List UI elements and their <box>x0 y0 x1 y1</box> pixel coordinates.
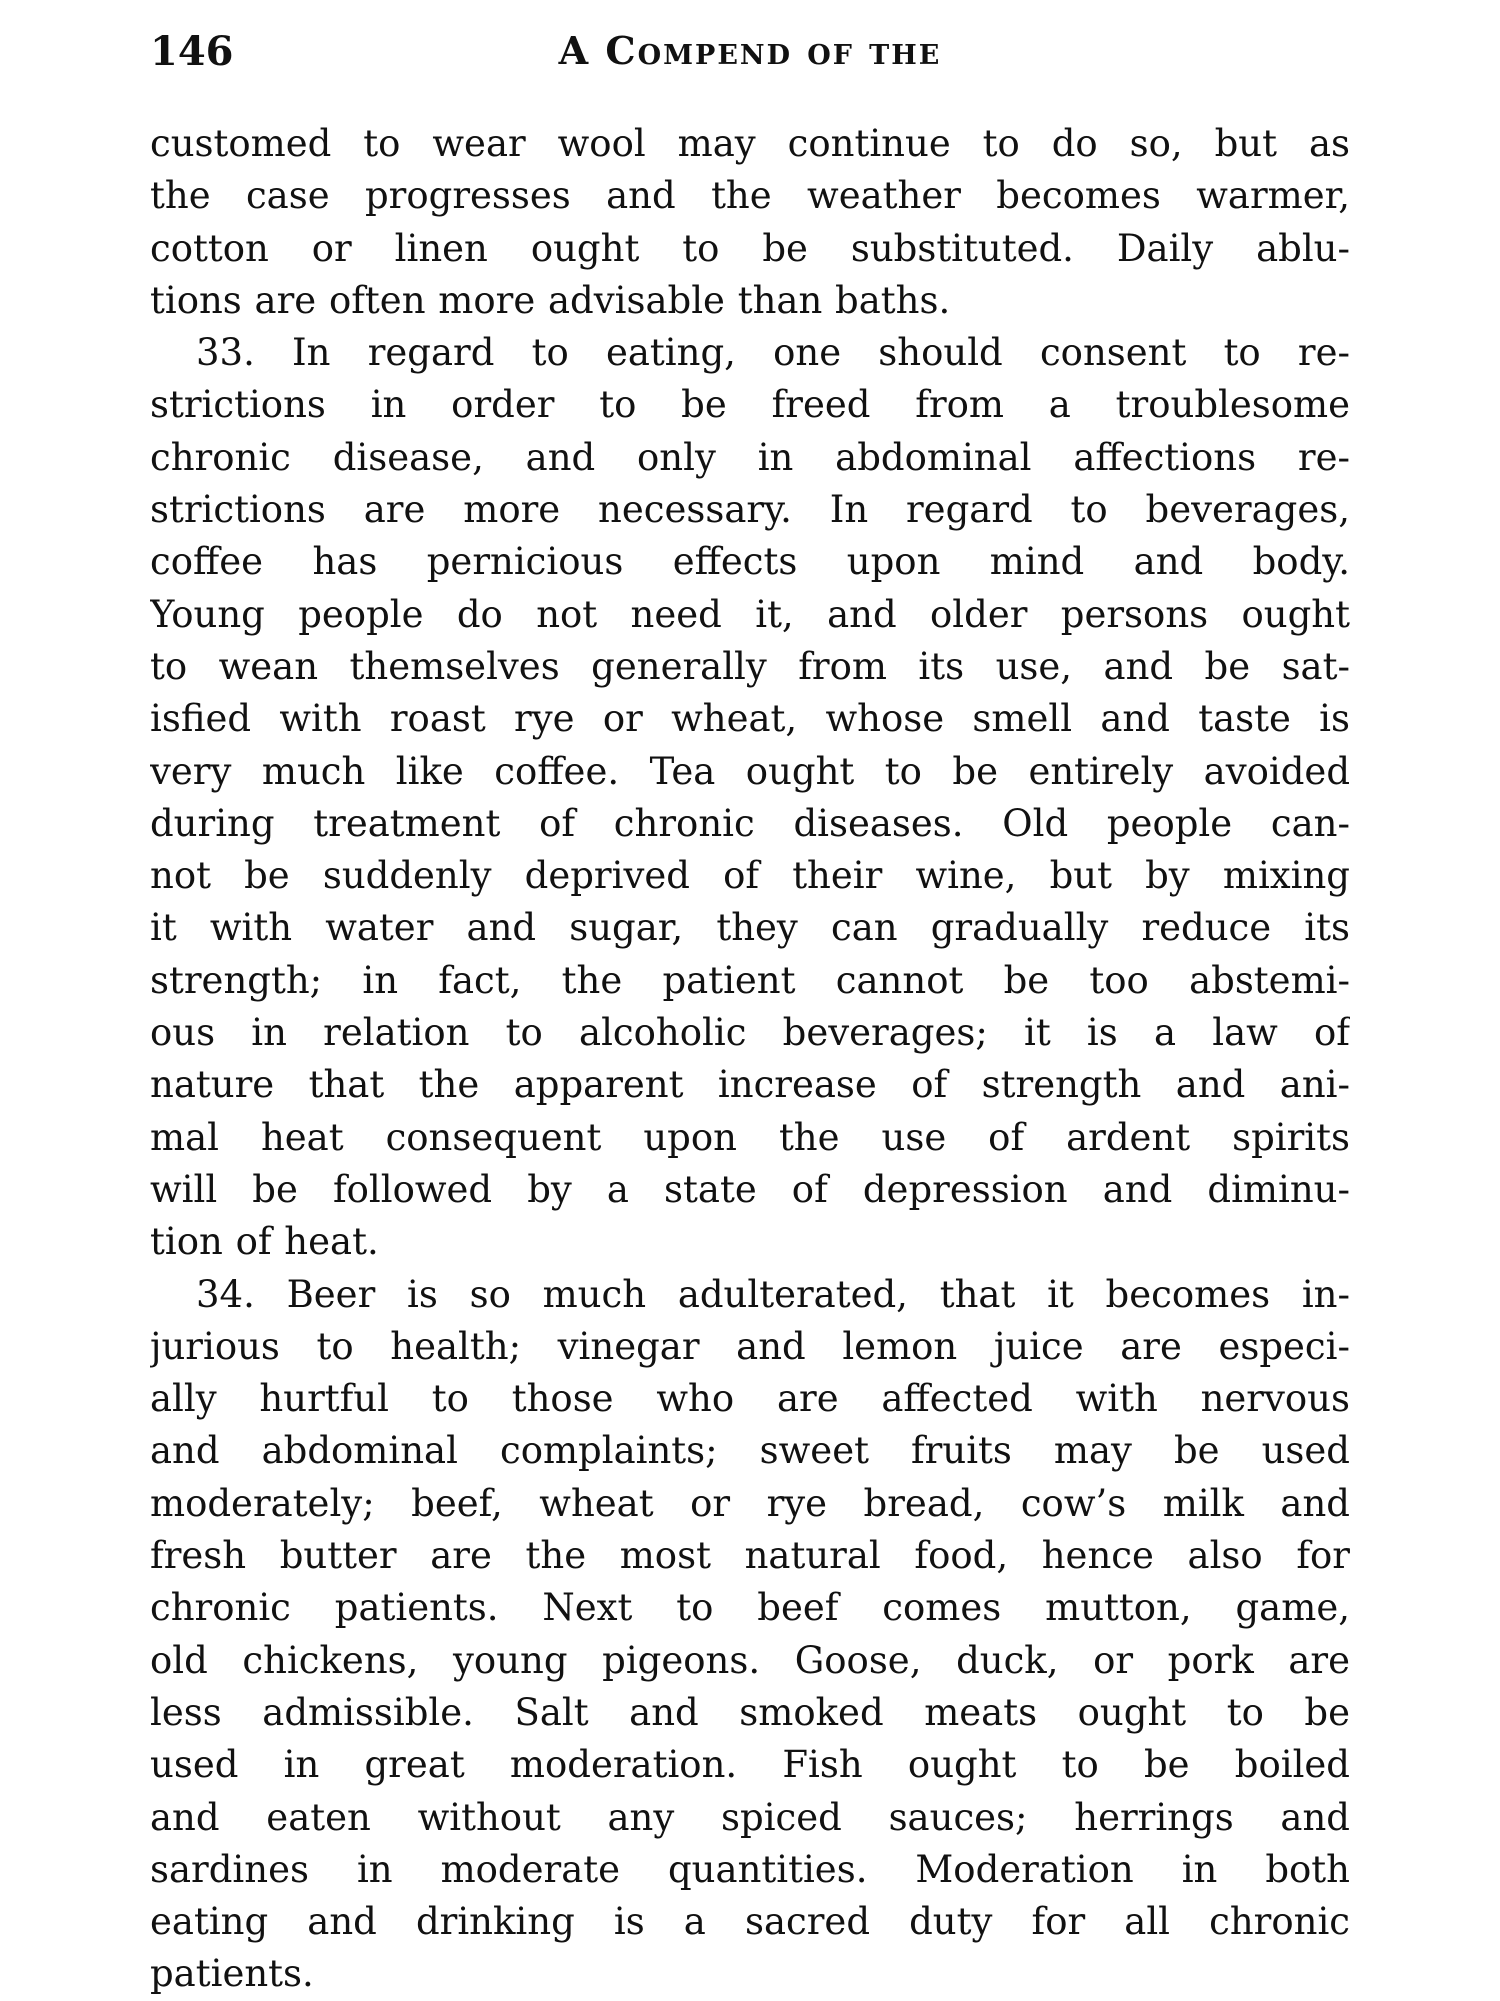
text-line: moderately; beef, wheat or rye bread, cow’s milk and <box>150 1481 1350 1525</box>
text-line: cotton or linen ought to be substituted. Daily ablu- <box>150 226 1350 270</box>
text-line: tion of heat. <box>150 1220 379 1264</box>
text-line: very much like coffee. Tea ought to be entirely avoided <box>150 749 1350 793</box>
text-line: old chickens, young pigeons. Goose, duck, or pork are <box>150 1638 1350 1682</box>
text-line: strength; in fact, the patient cannot be too abstemi- <box>150 958 1350 1002</box>
body-text <box>150 118 1350 2001</box>
text-line: mal heat consequent upon the use of ardent spirits <box>150 1115 1350 1159</box>
text-line: Young people do not need it, and older persons ought <box>150 592 1350 636</box>
text-line: to wean themselves generally from its use, and be sat- <box>150 644 1350 688</box>
text-line: fresh butter are the most natural food, hence also for <box>150 1534 1350 1578</box>
text-line: isfied with roast rye or wheat, whose smell and taste is <box>150 697 1350 741</box>
text-line: during treatment of chronic diseases. Old people can- <box>150 801 1350 845</box>
text-line: chronic patients. Next to beef comes mutton, game, <box>150 1586 1350 1630</box>
text-line: will be followed by a state of depression and diminu- <box>150 1167 1350 1211</box>
text-line: ally hurtful to those who are affected with nervous <box>150 1377 1350 1421</box>
paragraph-34-start: 34. Beer is so much adulterated, that it becomes in- <box>196 1272 1350 1316</box>
text-line: tions are often more advisable than baths. <box>150 278 951 322</box>
text-line: patients. <box>150 1952 314 1996</box>
text-line: ous in relation to alcoholic beverages; it is a law of <box>150 1011 1350 1055</box>
book-page <box>150 20 1350 1996</box>
text-line: nature that the apparent increase of strength and ani- <box>150 1063 1350 1107</box>
text-line: the case progresses and the weather becomes warmer, <box>150 174 1350 218</box>
paragraph-33-start: 33. In regard to eating, one should consent to re- <box>196 331 1350 375</box>
text-line: chronic disease, and only in abdominal affections re- <box>150 435 1350 479</box>
text-line: eating and drinking is a sacred duty for all chronic <box>150 1900 1350 1944</box>
text-line: and eaten without any spiced sauces; herrings and <box>150 1795 1350 1839</box>
text-line: customed to wear wool may continue to do so, but as <box>150 122 1350 165</box>
text-line: strictions in order to be freed from a troublesome <box>150 383 1350 427</box>
text-line: and abdominal complaints; sweet fruits may be used <box>150 1429 1350 1473</box>
text-line: it with water and sugar, they can gradually reduce its <box>150 906 1350 950</box>
text-line: coffee has pernicious effects upon mind and body. <box>150 540 1350 584</box>
text-line: sardines in moderate quantities. Moderation in both <box>150 1847 1350 1891</box>
text-line: not be suddenly deprived of their wine, but by mixing <box>150 854 1350 898</box>
text-line: less admissible. Salt and smoked meats ought to be <box>150 1690 1350 1734</box>
text-line: jurious to health; vinegar and lemon juice are especi- <box>150 1324 1350 1368</box>
running-title: A Compend of the <box>558 28 942 73</box>
page-number: 146 <box>150 28 234 75</box>
text-line: used in great moderation. Fish ought to be boiled <box>150 1743 1350 1787</box>
text-line: strictions are more necessary. In regard to beverages, <box>150 488 1350 532</box>
running-head <box>150 20 1350 80</box>
